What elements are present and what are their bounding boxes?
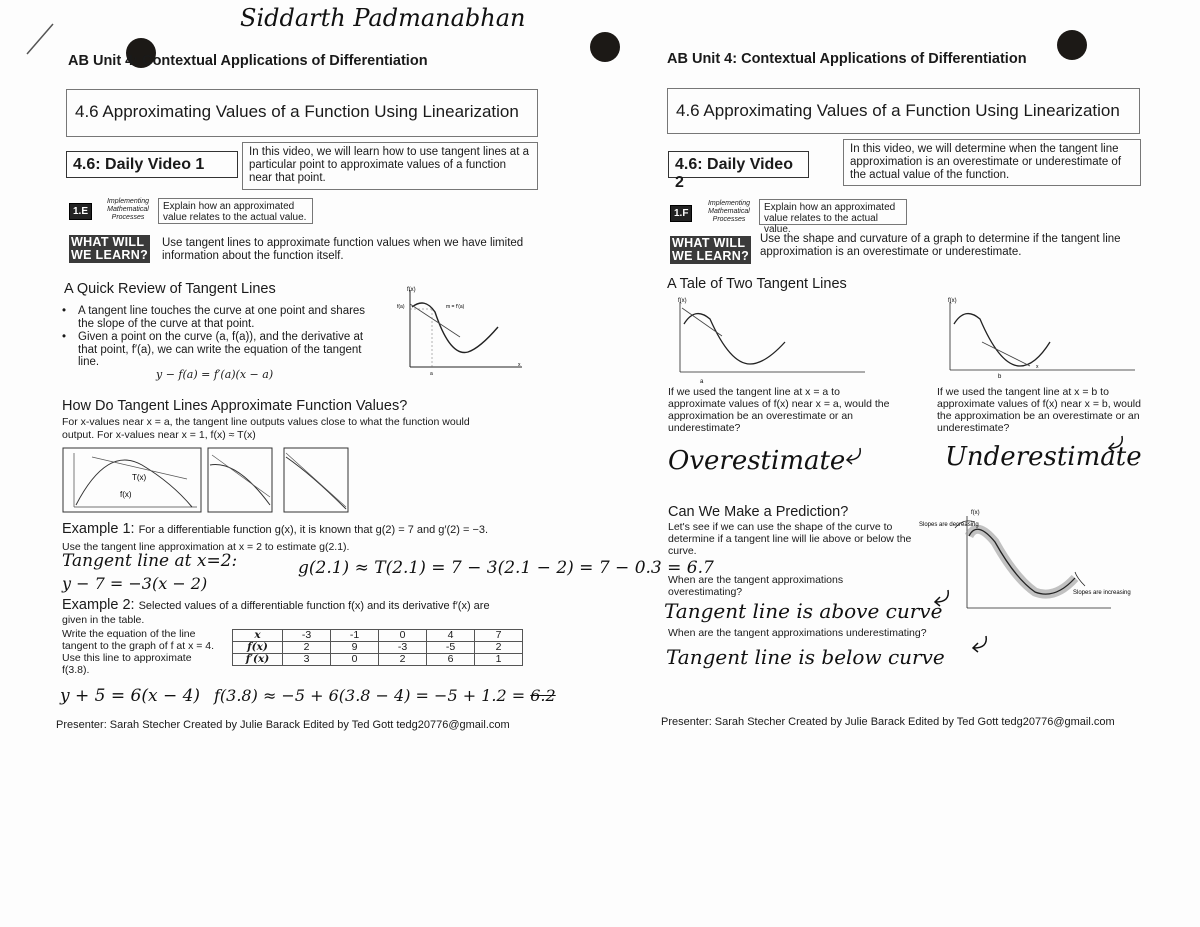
zoom-graphs: [62, 445, 350, 515]
arrow-icon: [968, 634, 992, 656]
tale-heading: A Tale of Two Tangent Lines: [667, 276, 847, 292]
table-row: f(x) 2 9 -3 -5 2: [233, 642, 523, 654]
question-a: If we used the tangent line at x = a to approximate values of f(x) near x = a, would the approximation be an overestimate or an underestimate?: [668, 386, 890, 434]
hw-above: Tangent line is above curve: [664, 599, 943, 623]
skill-badge: 1.F: [670, 205, 692, 222]
video-label: 4.6: Daily Video 1: [66, 151, 238, 178]
hw-ex1-estimate: g(2.1) ≈ T(2.1) = 7 − 3(2.1 − 2) = 7 − 0.3 = 6.7: [298, 558, 714, 578]
hw-underestimate: Underestimate: [945, 442, 1142, 472]
hw-overestimate: Overestimate: [668, 446, 846, 476]
graph-a-label: a: [700, 379, 704, 385]
slopes-increasing-label: Slopes are increasing: [1073, 590, 1131, 596]
example1: Example 1: For a differentiable function g(x), it is known that g(2) = 7 and g′(2) = −3.: [62, 521, 489, 537]
example2-line2: given in the table.: [62, 614, 145, 626]
hw-ex2-line: y + 5 = 6(x − 4): [60, 686, 201, 706]
what-will-we-learn-badge: WHAT WILL WE LEARN?: [71, 235, 148, 262]
example2: Example 2: Selected values of a differentiable function f(x) and its derivative f′(x) are: [62, 597, 490, 613]
unit-title: AB Unit 4: Contextual Applications of Differentiation: [68, 53, 428, 69]
graph-slope-label: m = f′(a): [446, 304, 465, 310]
mini-tx-label: T(x): [132, 473, 147, 482]
bullet: • Given a point on the curve (a, f(a)), and the derivative at that point, f′(a), we can write the equation of the tangent line.: [60, 331, 376, 369]
process-text: Explain how an approximated value relates to the actual value.: [759, 199, 907, 225]
what-will-we-learn-badge: WHAT WILL WE LEARN?: [672, 236, 749, 263]
process-label: Implementing Mathematical Processes: [707, 200, 751, 223]
tangent-graph-b: [940, 294, 1140, 386]
tangent-graph-a: [670, 294, 870, 386]
predict-text: Let's see if we can use the shape of the curve to determine if a tangent line will lie above or below the curve.: [668, 521, 912, 557]
unit-title: AB Unit 4: Contextual Applications of Differentiation: [667, 51, 1027, 67]
hole-punch: [1057, 30, 1087, 60]
hw-ex2-estimate: f(3.8) ≈ −5 + 6(3.8 − 4) = −5 + 1.2 = 6.2: [214, 686, 556, 705]
process-text: Explain how an approximated value relates to the actual value.: [158, 198, 313, 224]
learn-text: Use the shape and curvature of a graph to determine if the tangent line approximation is an overestimate or underestimate.: [760, 233, 1121, 258]
footer: Presenter: Sarah Stecher Created by Julie Barack Edited by Ted Gott tedg20776@gmail.com: [661, 716, 1115, 728]
arrow-icon: [842, 446, 866, 468]
question-b: If we used the tangent line at x = b to approximate values of f(x) near x = b, would the approximation be an overestimate or an underestimate?: [937, 386, 1141, 434]
video-intro: In this video, we will determine when the tangent line approximation is an overestimate or underestimate of the actual value of the function.: [843, 139, 1141, 186]
table-row: x -3 -1 0 4 7: [233, 630, 523, 642]
topic-title: 4.6 Approximating Values of a Function Using Linearization: [667, 88, 1140, 134]
approx-heading: How Do Tangent Lines Approximate Function Values?: [62, 398, 408, 414]
example1-line2: Use the tangent line approximation at x = 2 to estimate g(2.1).: [62, 541, 350, 553]
student-name: Siddarth Padmanabhan: [240, 4, 526, 32]
graph-x-label: x: [518, 362, 521, 368]
example2-question: Write the equation of the line tangent to the graph of f at x = 4. Use this line to approximate f(3.8).: [62, 628, 215, 676]
process-label: Implementing Mathematical Processes: [106, 198, 150, 221]
footer: Presenter: Sarah Stecher Created by Julie Barack Edited by Ted Gott tedg20776@gmail.com: [56, 719, 510, 731]
question-under: When are the tangent approximations underestimating?: [668, 627, 927, 639]
predict-heading: Can We Make a Prediction?: [668, 504, 849, 520]
mini-fx-label: f(x): [120, 490, 132, 499]
learn-text: Use tangent lines to approximate function values when we have limited information about the function itself.: [162, 237, 524, 262]
hw-ex1-line: y − 7 = −3(x − 2): [62, 574, 208, 593]
graph-fx-label: f(x): [971, 510, 980, 516]
hole-punch: [590, 32, 620, 62]
video-intro: In this video, we will learn how to use tangent lines at a particular point to approximate values of a function near that point.: [242, 142, 538, 190]
table-row: f′(x) 3 0 2 6 1: [233, 654, 523, 666]
approx-line: output. For x-values near x = 1, f(x) ≈ T(x): [62, 429, 256, 441]
hw-below: Tangent line is below curve: [666, 645, 945, 669]
arrow-icon: [930, 588, 954, 610]
graph-fx-label: f(x): [948, 298, 957, 304]
review-heading: A Quick Review of Tangent Lines: [64, 281, 276, 297]
tangent-review-graph: [390, 282, 530, 377]
slopes-decreasing-label: Slopes are decreasing: [919, 522, 979, 528]
graph-fx-label: f(x): [407, 287, 416, 293]
graph-a-label: a: [430, 371, 433, 377]
question-over: When are the tangent approximations overestimating?: [668, 574, 844, 598]
review-bullets: [60, 305, 376, 370]
video-label: 4.6: Daily Video 2: [668, 151, 809, 178]
graph-x-label: x: [1036, 364, 1039, 370]
values-table: [232, 629, 523, 666]
hw-ex1-tangent: Tangent line at x=2:: [62, 551, 238, 571]
graph-fx-label: f(x): [678, 298, 687, 304]
pencil-mark: [25, 22, 55, 56]
bullet: • A tangent line touches the curve at one point and shares the slope of the curve at that point.: [60, 305, 376, 330]
arrow-icon: [1104, 434, 1128, 456]
skill-badge: 1.E: [69, 203, 92, 220]
approx-line: For x-values near x = a, the tangent line outputs values close to what the function would: [62, 416, 470, 428]
graph-fa-label: f(a): [397, 304, 405, 310]
topic-title: 4.6 Approximating Values of a Function Using Linearization: [66, 89, 538, 137]
graph-b-label: b: [998, 374, 1002, 380]
tangent-equation: y − f(a) = f′(a)(x − a): [156, 368, 274, 381]
